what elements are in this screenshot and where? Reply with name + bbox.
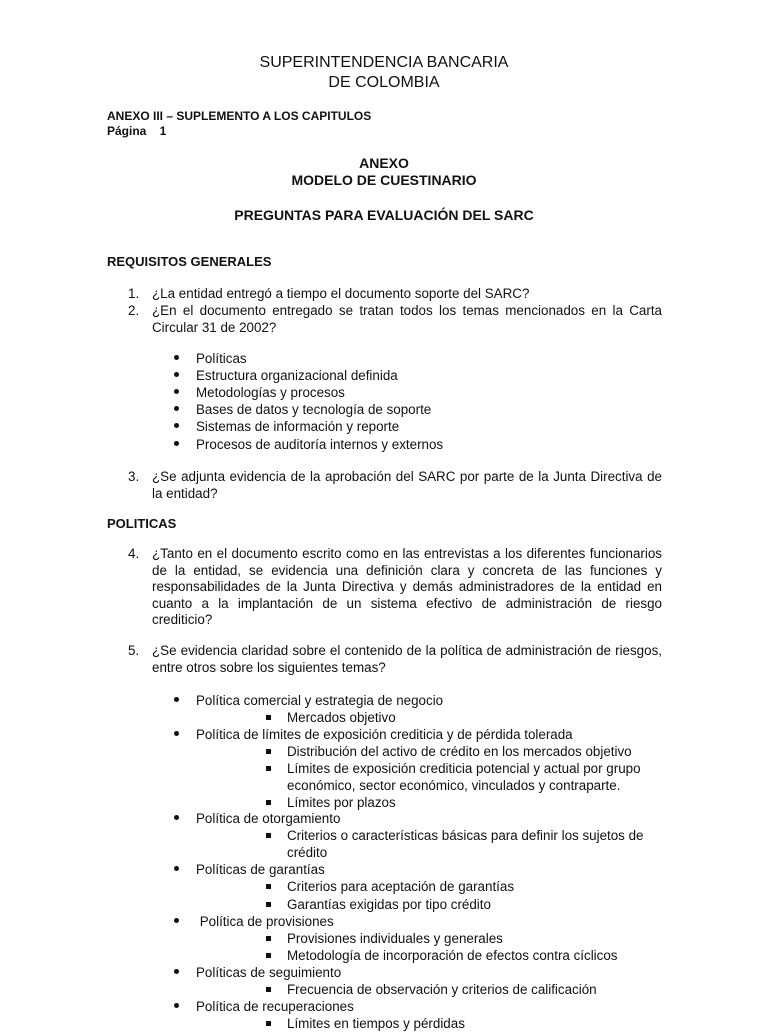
square-bullet-icon [266, 715, 271, 720]
square-bullet-icon [266, 833, 271, 838]
policy-subitem: Frecuencia de observación y criterios de calificación [266, 981, 666, 998]
policy-subitem: Límites en tiempos y pérdidas [266, 1015, 666, 1032]
bullet-icon [174, 697, 179, 702]
list-item: Sistemas de información y reporte [174, 418, 399, 435]
policy-item: Política de recuperaciones [174, 998, 354, 1015]
list-item: Metodologías y procesos [174, 384, 345, 401]
list-item: Políticas [174, 350, 247, 367]
section-general-requirements: REQUISITOS GENERALES [107, 254, 272, 269]
question-text: ¿La entidad entregó a tiempo el documento soporte del SARC? [152, 286, 530, 301]
square-bullet-icon [266, 902, 271, 907]
questions-heading: PREGUNTAS PARA EVALUACIÓN DEL SARC [234, 207, 534, 223]
annex-subtitle: MODELO DE CUESTINARIO [291, 172, 477, 188]
bullet-icon [174, 969, 179, 974]
policy-subitem: Garantías exigidas por tipo crédito [266, 896, 666, 913]
policy-subitem: Distribución del activo de crédito en los mercados objetivo [266, 743, 666, 760]
policy-item: Política de provisiones [174, 913, 334, 930]
bullet-icon [174, 389, 179, 394]
annex-title: ANEXO [359, 155, 409, 171]
policy-item: Políticas de seguimiento [174, 964, 341, 981]
institution-title-line2: DE COLOMBIA [328, 74, 440, 91]
policy-subitem: Límites por plazos [266, 794, 666, 811]
bullet-icon [174, 866, 179, 871]
annex-line: ANEXO III – SUPLEMENTO A LOS CAPITULOS [107, 109, 372, 123]
bullet-icon [174, 441, 179, 446]
policy-subitem: Criterios o características básicas para definir los sujetos de crédito [266, 827, 666, 861]
policy-subitem: Metodología de incorporación de efectos contra cíclicos [266, 947, 666, 964]
bullet-icon [174, 406, 179, 411]
square-bullet-icon [266, 800, 271, 805]
square-bullet-icon [266, 884, 271, 889]
bullet-icon [174, 372, 179, 377]
policy-item: Política de límites de exposición crediticia y de pérdida tolerada [174, 726, 573, 743]
question-4 [128, 546, 662, 629]
bullet-icon [174, 918, 179, 923]
square-bullet-icon [266, 953, 271, 958]
square-bullet-icon [266, 987, 271, 992]
policy-item: Políticas de garantías [174, 861, 325, 878]
policy-subitem: Criterios para aceptación de garantías [266, 878, 666, 895]
list-item: Procesos de auditoría internos y externos [174, 436, 443, 453]
question-text: ¿Tanto en el documento escrito como en las entrevistas a los diferentes funcionarios de la entidad, se evidencia una definición clara y concreta de las funciones y responsabilidades de la Junta Directiva y demás administradores de la entidad en cuanto a la implantación de un sistema efectivo de administración de riesgo crediticio? [152, 546, 662, 628]
square-bullet-icon [266, 766, 271, 771]
question-5 [128, 643, 662, 676]
question-number: 2. [128, 303, 140, 318]
policy-item: Política de otorgamiento [174, 810, 340, 827]
section-policies: POLITICAS [107, 516, 177, 531]
question-number: 1. [128, 286, 140, 301]
square-bullet-icon [266, 749, 271, 754]
question-number: 3. [128, 469, 140, 484]
list-item: Estructura organizacional definida [174, 367, 398, 384]
question-text: ¿Se evidencia claridad sobre el contenido de la política de administración de riesgos, entre otros sobre los siguientes temas? [152, 643, 662, 675]
question-2 [128, 303, 662, 336]
list-item: Bases de datos y tecnología de soporte [174, 401, 431, 418]
question-3 [128, 469, 662, 502]
institution-title-line1: SUPERINTENDENCIA BANCARIA [259, 54, 509, 71]
bullet-icon [174, 355, 179, 360]
bullet-icon [174, 731, 179, 736]
bullet-icon [174, 1003, 179, 1008]
question-number: 5. [128, 643, 140, 658]
question-number: 4. [128, 546, 140, 561]
square-bullet-icon [266, 936, 271, 941]
bullet-icon [174, 815, 179, 820]
policy-subitem: Mercados objetivo [266, 709, 666, 726]
policy-subitem: Provisiones individuales y generales [266, 930, 666, 947]
policy-subitem: Límites de exposición crediticia potencial y actual por grupo económico, sector económico, vinculados y contraparte. [266, 760, 666, 794]
question-1 [128, 286, 662, 303]
policy-item: Política comercial y estrategia de negocio [174, 692, 443, 709]
question-text: ¿Se adjunta evidencia de la aprobación del SARC por parte de la Junta Directiva de la entidad? [152, 469, 662, 501]
page-label: Página 1 [107, 124, 167, 138]
question-text: ¿En el documento entregado se tratan todos los temas mencionados en la Carta Circular 31 de 2002? [152, 303, 662, 335]
bullet-icon [174, 423, 179, 428]
